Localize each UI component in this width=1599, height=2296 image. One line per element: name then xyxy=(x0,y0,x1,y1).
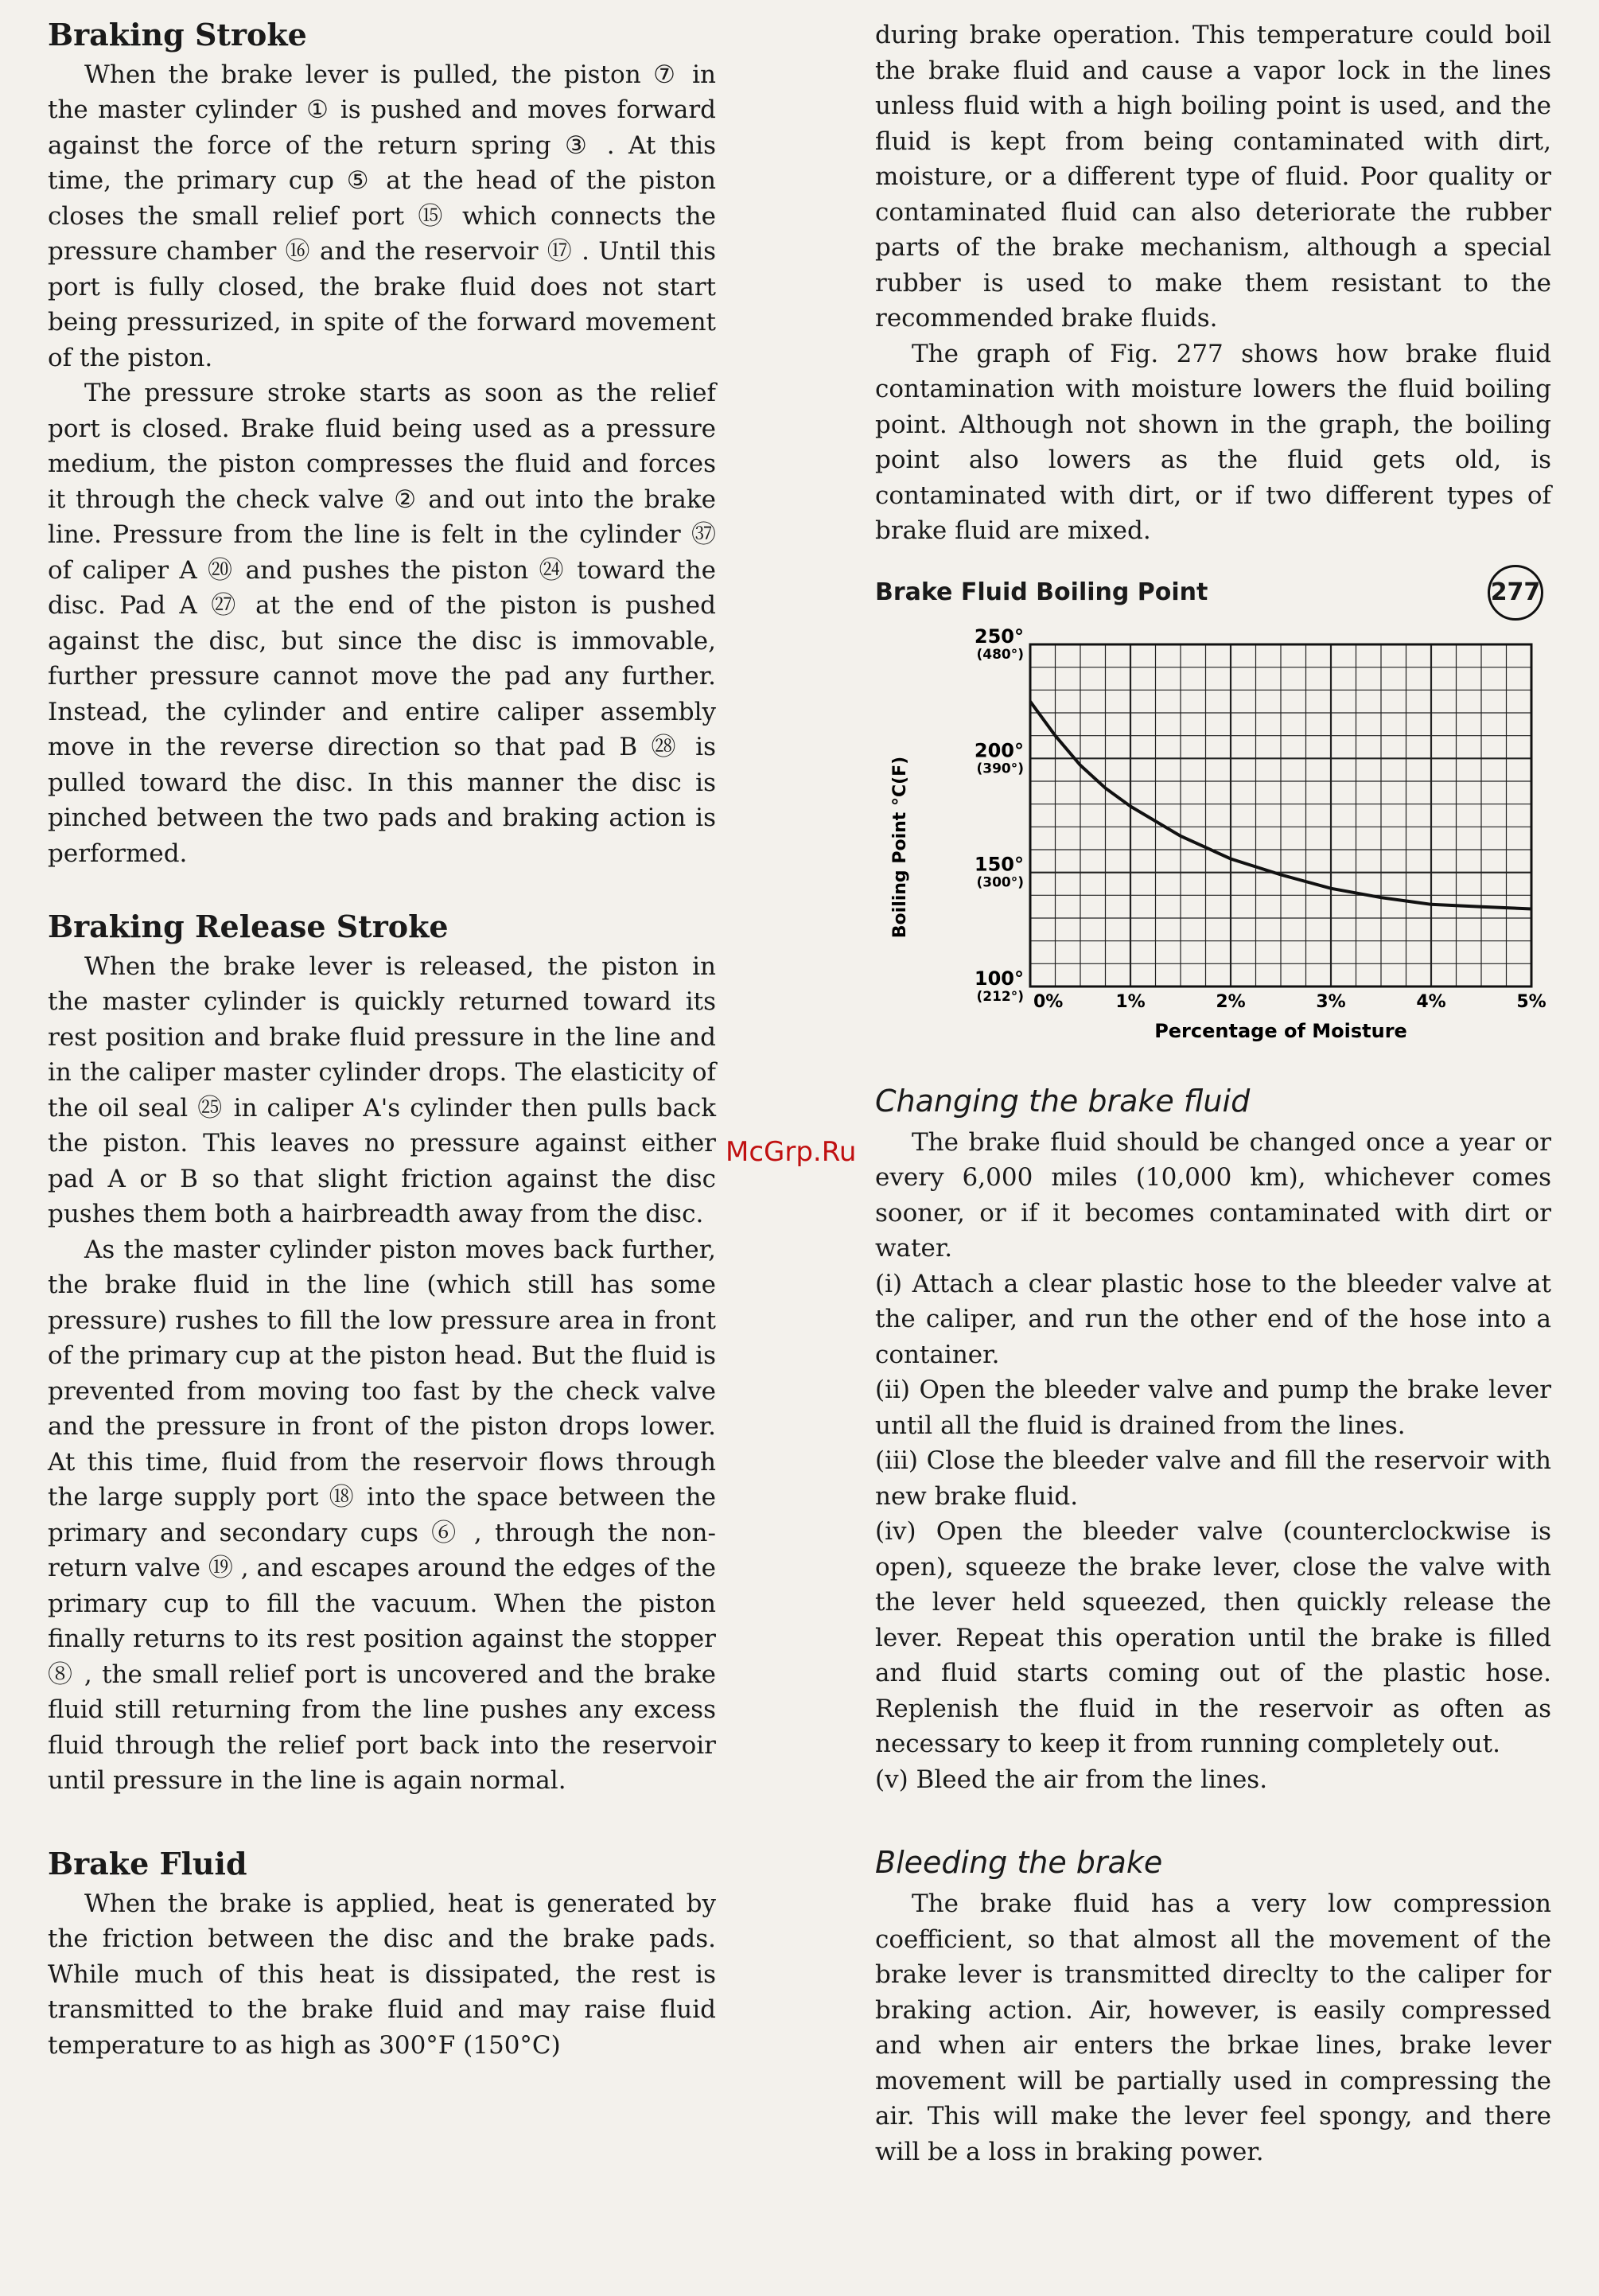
watermark-text: McGrp.Ru xyxy=(726,1136,857,1168)
braking-stroke-paragraph-2: The pressure stroke starts as soon as the relief port is closed. Brake fluid being used as a pressure medium, the piston compresses the fluid and forces it through the check valve ② and out into the brake line. Pressure from the line is felt in the cylinder ㊲ of caliper A ⑳ and pushes the piston ㉔ toward the disc. Pad A ㉗ at the end of the piston is pushed against the disc, but since the disc is immovable, further pressure cannot move the pad any further. Instead, the cylinder and entire caliper assembly move in the reverse direction so that pad B ㉘ is pulled toward the disc. In this manner the disc is pinched between the two pads and braking action is performed. xyxy=(48,379,716,868)
y-tick-sublabel: (390°) xyxy=(976,760,1024,776)
y-tick-label: 100° xyxy=(974,967,1024,990)
brake-fluid-continued-paragraph: during brake operation. This temperature could boil the brake fluid and cause a vapor lock in the lines unless fluid with a high boiling point is used, and the fluid is kept from being contaminated with dirt, moisture, or a different type of fluid. Poor quality or contaminated fluid can also deteriorate the rubber parts of the brake mechanism, although a special rubber is used to make them resistant to the recommended brake fluids. xyxy=(875,21,1551,333)
x-axis-label: Percentage of Moisture xyxy=(1154,1019,1407,1042)
graph-description-paragraph: The graph of Fig. 277 shows how brake fluid contamination with moisture lowers the fluid boiling point. Although not shown in the graph, the boiling point also lowers as the fluid gets old, is contaminated with dirt, or if two different types of brake fluid are mixed. xyxy=(875,339,1551,545)
release-stroke-paragraph-2: As the master cylinder piston moves back further, the brake fluid in the line (which still has some pressure) rushes to fill the low pressure area in front of the primary cup at the piston head. But the fluid is prevented from moving too fast by the check valve and the pressure in front of the piston drops lower. At this time, fluid from the reservoir flows through the large supply port ⑱ into the space between the primary and secondary cups ⑥ , through the non-return valve ⑲ , and escapes around the edges of the primary cup to fill the vacuum. When the piston finally returns to its rest position against the stopper ⑧ , the small relief port is uncovered and the brake fluid still returning from the line pushes any excess fluid through the relief port back into the reservoir until pressure in the line is again normal. xyxy=(48,1235,716,1796)
boiling-point-chart xyxy=(875,621,1551,1066)
braking-stroke-heading: Braking Stroke xyxy=(48,17,307,53)
right-column xyxy=(875,18,1551,2170)
x-tick-label: 1% xyxy=(1115,991,1146,1012)
left-column xyxy=(48,18,716,2063)
release-stroke-heading: Braking Release Stroke xyxy=(48,909,449,945)
changing-fluid-heading: Changing the brake fluid xyxy=(875,1083,1251,1119)
changing-step-2: (ii) Open the bleeder valve and pump the brake lever until all the fluid is drained from the lines. xyxy=(875,1376,1551,1440)
y-tick-sublabel: (300°) xyxy=(976,874,1024,891)
bleeding-heading: Bleeding the brake xyxy=(875,1845,1163,1880)
x-tick-label: 2% xyxy=(1216,991,1246,1012)
x-tick-label: 4% xyxy=(1416,991,1446,1012)
changing-step-3: (iii) Close the bleeder valve and fill the reservoir with new brake fluid. xyxy=(875,1446,1551,1511)
figure-title: Brake Fluid Boiling Point xyxy=(875,578,1208,606)
brake-fluid-paragraph-1: When the brake is applied, heat is generated by the friction between the disc and the brake pads. While much of this heat is dissipated, the rest is transmitted to the brake fluid and may raise fluid temperature to as high as 300°F (150°C) xyxy=(48,1889,716,2060)
brake-fluid-heading: Brake Fluid xyxy=(48,1845,247,1882)
y-ticks xyxy=(975,625,1024,1005)
y-tick-sublabel: (480°) xyxy=(976,646,1024,663)
bleeding-paragraph: The brake fluid has a very low compression coefficient, so that almost all the movement of the brake lever is transmitted direclty to the caliper for braking action. Air, however, is easily compressed and when air enters the brkae lines, brake lever movement will be partially used in compressing the air. This will make the lever feel spongy, and there will be a loss in braking power. xyxy=(875,1889,1551,2166)
x-tick-label: 3% xyxy=(1316,991,1346,1012)
y-tick-sublabel: (212°) xyxy=(976,988,1024,1005)
x-tick-label: 0% xyxy=(1033,991,1064,1012)
changing-step-4: (iv) Open the bleeder valve (counterclockwise is open), squeeze the brake lever, close the valve with the lever held squeezed, then quickly release the lever. Repeat this operation until the brake is filled and fluid starts coming out of the plastic hose. Replenish the fluid in the reservoir as often as necessary to keep it from running completely out. xyxy=(875,1517,1551,1758)
y-tick-label: 200° xyxy=(974,738,1024,761)
y-tick-label: 250° xyxy=(974,625,1024,648)
braking-stroke-paragraph-1: When the brake lever is pulled, the piston ⑦ in the master cylinder ① is pushed and moves forward against the force of the return spring ③ . At this time, the primary cup ⑤ at the head of the piston closes the small relief port ⑮ which connects the pressure chamber ⑯ and the reservoir ⑰ . Until this port is fully closed, the brake fluid does not start being pressurized, in spite of the forward movement of the piston. xyxy=(48,60,716,372)
changing-step-5: (v) Bleed the air from the lines. xyxy=(875,1765,1268,1794)
figure-header xyxy=(875,565,1551,621)
y-tick-label: 150° xyxy=(974,853,1024,876)
x-tick-label: 5% xyxy=(1516,991,1546,1012)
changing-fluid-intro: The brake fluid should be changed once a year or every 6,000 miles (10,000 km), whichever comes sooner, or if it becomes contaminated with dirt or water. xyxy=(875,1127,1551,1263)
chart-grid xyxy=(1030,644,1531,987)
release-stroke-paragraph-1: When the brake lever is released, the piston in the master cylinder is quickly returned toward its rest position and brake fluid pressure in the line and in the caliper master cylinder drops. The elasticity of the oil seal ㉕ in caliper A's cylinder then pulls back the piston. This leaves no pressure against either pad A or B so that slight friction against the disc pushes them both a hairbreadth away from the disc. xyxy=(48,951,716,1229)
figure-number-badge: 277 xyxy=(1488,565,1543,621)
x-ticks xyxy=(1033,992,1546,1012)
y-axis-label: Boiling Point °C(F) xyxy=(890,756,910,938)
changing-step-1: (i) Attach a clear plastic hose to the bleeder valve at the caliper, and run the other end of the hose into a container. xyxy=(875,1269,1551,1369)
